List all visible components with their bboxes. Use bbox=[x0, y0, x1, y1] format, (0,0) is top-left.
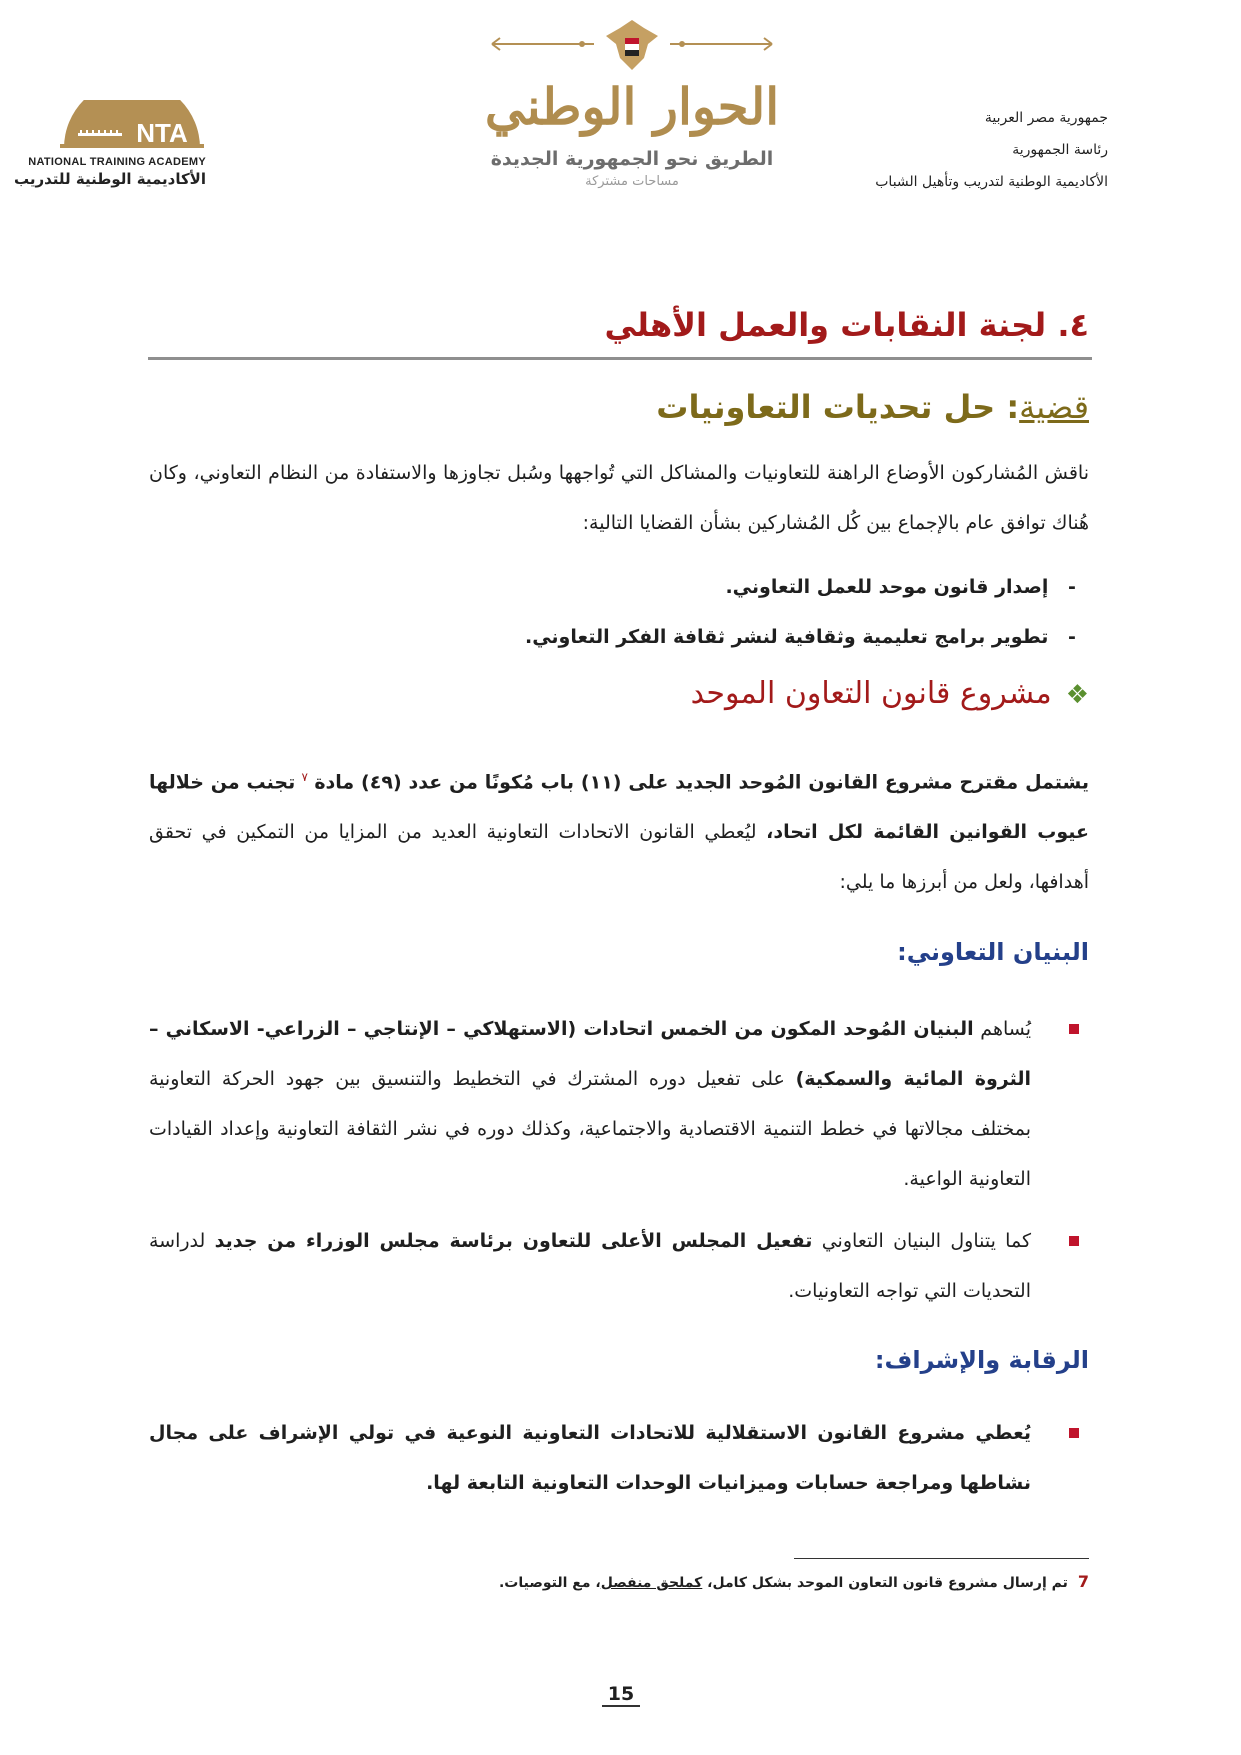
project-bold-text-2: تجنب من خلالها عيوب القوانين القائمة لكل اتحاد، bbox=[149, 771, 1090, 844]
bullet-text: يُعطي مشروع القانون الاستقلالية للاتحادات التعاونية النوعية في تولي الإشراف على مجال نشاطها ومراجعة حسابات وميزانيات الوحدات التعاونية التابعة لها. bbox=[149, 1422, 1031, 1494]
square-bullet-icon bbox=[1069, 1428, 1079, 1438]
header-line-country: جمهورية مصر العربية bbox=[984, 110, 1108, 126]
footnote-number: 7 bbox=[1077, 1572, 1089, 1591]
project-title bbox=[691, 676, 1089, 711]
dialogue-title: الحوار الوطني bbox=[484, 77, 780, 136]
footnote bbox=[499, 1572, 1089, 1591]
eagle-emblem-icon bbox=[482, 14, 782, 76]
footnote-text: تم إرسال مشروع قانون التعاون الموحد بشكل كامل، bbox=[702, 1575, 1068, 1591]
footnote-reference[interactable]: ٧ bbox=[301, 770, 308, 784]
list-item-text: إصدار قانون موحد للعمل التعاوني. bbox=[725, 576, 1049, 598]
diamond-bullet-icon: ❖ bbox=[1065, 680, 1089, 710]
svg-text:NTA: NTA bbox=[136, 118, 188, 148]
section-title: لجنة النقابات والعمل الأهلي bbox=[604, 306, 1047, 344]
dash-bullet-icon: - bbox=[1068, 626, 1076, 648]
bullet-bold: البنيان المُوحد المكون من الخمس اتحادات (الاستهلاكي – الإنتاجي – الزراعي- الاسكاني – الثروة المائية والسمكية) bbox=[149, 1018, 1032, 1090]
bullet-bold: تفعيل المجلس الأعلى للتعاون برئاسة مجلس الوزراء من جديد bbox=[214, 1230, 813, 1252]
intro-paragraph: ناقش المُشاركون الأوضاع الراهنة للتعاونيات والمشاكل التي تُواجهها وسُبل تجاوزها والاستفادة من النظام التعاوني، وكان هُناك توافق عام بالإجماع بين كُل المُشاركين بشأن القضايا التالية: bbox=[149, 462, 1089, 534]
project-rest-text: ليُعطي القانون الاتحادات التعاونية العديد من المزايا من التمكين في تحقق أهدافها، ولعل من أبرزها ما يلي: bbox=[149, 821, 1089, 894]
header-line-academy: الأكاديمية الوطنية لتدريب وتأهيل الشباب bbox=[875, 174, 1108, 190]
page-number: 15 bbox=[602, 1683, 640, 1707]
bullet-paragraph bbox=[149, 1004, 1089, 1204]
list-item bbox=[525, 626, 1089, 648]
section-divider bbox=[148, 357, 1092, 360]
issue-title: : حل تحديات التعاونيات bbox=[656, 388, 1020, 426]
dash-bullet-icon: - bbox=[1068, 576, 1076, 598]
issue-label: قضية bbox=[1019, 388, 1089, 426]
bullet-paragraph bbox=[149, 1216, 1089, 1316]
section-number: ٤. bbox=[1057, 306, 1089, 344]
list-item-text: تطوير برامج تعليمية وثقافية لنشر ثقافة الفكر التعاوني. bbox=[524, 626, 1049, 648]
issue-heading bbox=[656, 388, 1089, 426]
bullet-rest: لدراسة التحديات التي تواجه التعاونيات. bbox=[149, 1230, 1031, 1302]
project-bold-text: يشتمل مقترح مشروع القانون المُوحد الجديد على (١١) باب مُكونًا من عدد (٤٩) مادة bbox=[314, 771, 1089, 794]
header-line-presidency: رئاسة الجمهورية bbox=[1012, 142, 1108, 158]
national-dialogue-emblem bbox=[482, 14, 782, 274]
nta-name-en: NATIONAL TRAINING ACADEMY bbox=[28, 156, 206, 168]
footnote-text-end: ، مع التوصيات. bbox=[498, 1575, 601, 1591]
project-title-text: مشروع قانون التعاون الموحد bbox=[690, 676, 1052, 711]
bullet-paragraph bbox=[149, 1408, 1089, 1508]
square-bullet-icon bbox=[1069, 1236, 1079, 1246]
dialogue-subtitle: مساحات مشتركة bbox=[585, 174, 679, 189]
nta-logo-icon bbox=[58, 100, 206, 152]
project-paragraph bbox=[149, 752, 1089, 907]
structure-heading: البنيان التعاوني: bbox=[897, 938, 1089, 966]
bullet-lead: كما يتناول البنيان التعاوني bbox=[812, 1230, 1032, 1252]
bullet-rest: على تفعيل دوره المشترك في التخطيط والتنسيق بين جهود الحركة التعاونية بمختلف مجالاتها في خطط التنمية الاقتصادية والاجتماعية، وكذلك دوره في نشر الثقافة التعاونية وإعداد القيادات التعاونية الواعية. bbox=[149, 1068, 1031, 1190]
bullet-lead: يُساهم bbox=[973, 1018, 1031, 1040]
footnote-underlined: كملحق منفصل bbox=[600, 1575, 703, 1591]
square-bullet-icon bbox=[1069, 1024, 1079, 1034]
dialogue-tagline: الطريق نحو الجمهورية الجديدة bbox=[490, 148, 774, 170]
footnote-divider bbox=[794, 1558, 1089, 1559]
section-heading bbox=[605, 306, 1089, 344]
nta-logo bbox=[13, 100, 206, 188]
list-item bbox=[725, 576, 1089, 598]
oversight-heading: الرقابة والإشراف: bbox=[874, 1346, 1089, 1374]
nta-name-ar: الأكاديمية الوطنية للتدريب bbox=[13, 170, 206, 188]
